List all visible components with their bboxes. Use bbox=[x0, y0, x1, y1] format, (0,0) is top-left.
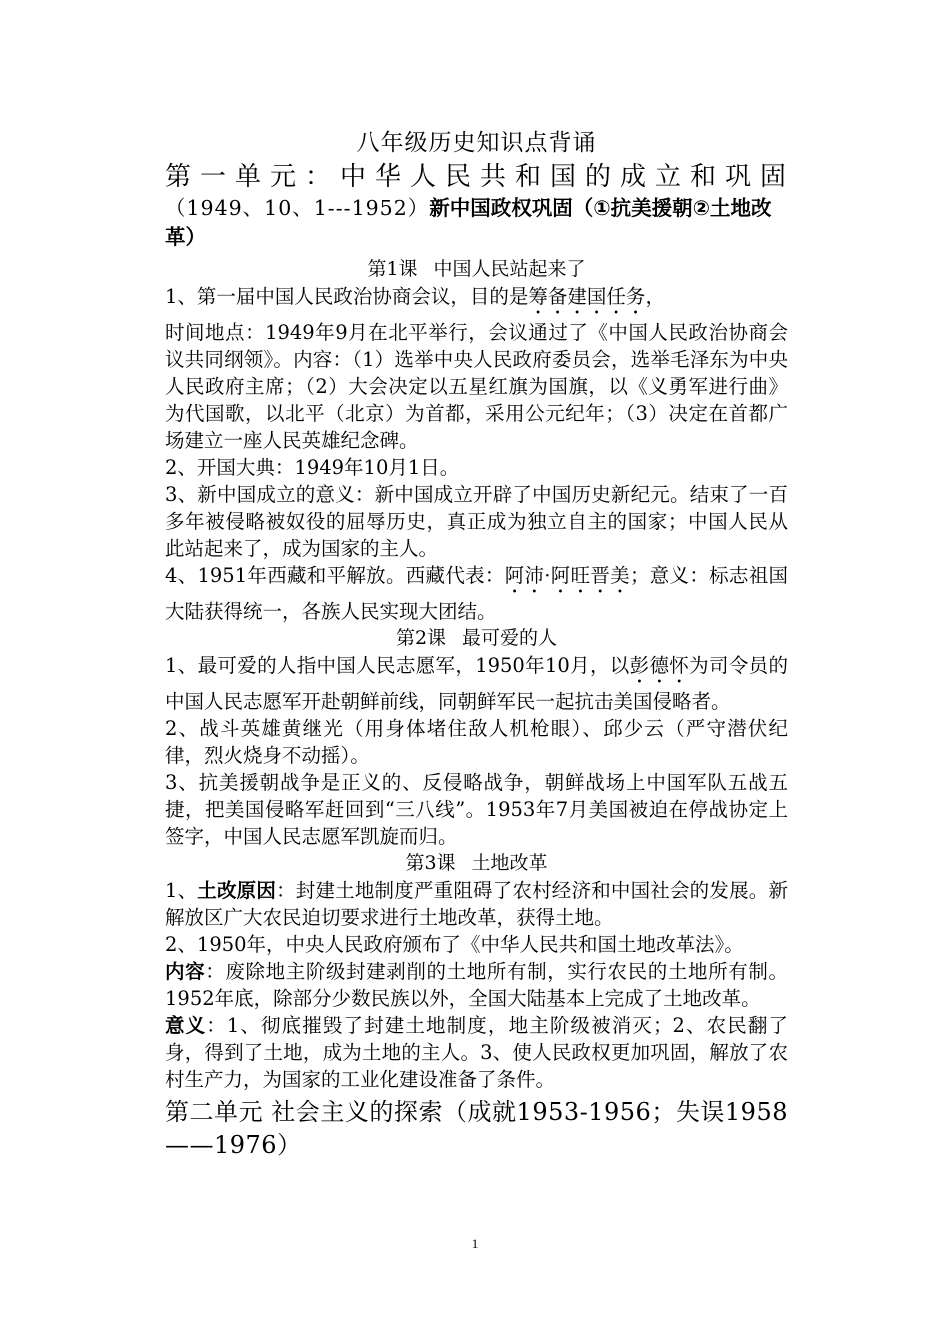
document-title: 八年级历史知识点背诵 bbox=[356, 130, 597, 156]
lesson2-point1 bbox=[165, 652, 788, 715]
lesson3-significance-text: ：1、彻底摧毁了封建土地制度，地主阶级被消灭；2、农民翻了身，得到了土地，成为土地的主人。3、使人民政权更加巩固，解放了农村生产力，为国家的工业化建设准备了条件。 bbox=[165, 1014, 788, 1091]
lesson1-point1 bbox=[165, 283, 788, 319]
lesson2-point1-end: 为司令员的中国人民志愿军开赴朝鲜前线，同朝鲜军民一起抗击美国侵略者。 bbox=[165, 654, 788, 713]
lesson3-label: 第3课 bbox=[405, 852, 456, 874]
document-body bbox=[165, 128, 788, 1162]
unit1-title: 第一单元：中华人民共和国的成立和巩固 bbox=[165, 162, 788, 192]
lesson3-point1-text: ：封建土地制度严重阻碍了农村经济和中国社会的发展。新解放区广大农民迫切要求进行土地改革，获得土地。 bbox=[165, 879, 788, 929]
unit2-title: 第二单元 社会主义的探索（成就1953-1956；失误1958——1976） bbox=[165, 1098, 788, 1159]
lesson2-point3: 3、抗美援朝战争是正义的、反侵略战争，朝鲜战场上中国军队五战五捷，把美国侵略军赶回到“三八线”。1953年7月美国被迫在停战协定上签字，中国人民志愿军凯旋而归。 bbox=[165, 771, 788, 848]
page-number: 1 bbox=[471, 1236, 479, 1251]
lesson1-label: 第1课 bbox=[367, 258, 418, 280]
lesson3-content-text: ：废除地主阶级封建剥削的土地所有制，实行农民的土地所有制。1952年底，除部分少数民族以外，全国大陆基本上完成了土地改革。 bbox=[165, 960, 788, 1010]
lesson3-point2: 2、1950年，中央人民政府颁布了《中华人民共和国土地改革法》。 bbox=[165, 933, 744, 956]
unit1-theme-cont: 革） bbox=[165, 225, 206, 249]
lesson2-point2: 2、战斗英雄黄继光（用身体堵住敌人机枪眼）、邱少云（严守潜伏纪律，烈火烧身不动摇）。 bbox=[165, 717, 788, 767]
lesson3-heading bbox=[165, 850, 788, 877]
lesson1-point2: 2、开国大典：1949年10月1日。 bbox=[165, 456, 460, 479]
lesson1-point1-emphasis: 筹备建国任务 bbox=[528, 285, 646, 308]
lesson3-point1-prefix: 1、 bbox=[165, 879, 198, 902]
lesson3-content-heading: 内容 bbox=[165, 960, 206, 983]
lesson1-point4 bbox=[165, 562, 788, 625]
lesson3-significance bbox=[165, 1012, 788, 1093]
lesson1-title: 中国人民站起来了 bbox=[433, 258, 586, 280]
lesson1-point4-emphasis: 阿沛·阿旺晋美 bbox=[504, 564, 630, 587]
lesson2-title: 最可爱的人 bbox=[462, 627, 558, 649]
lesson1-point1-detail: 时间地点：1949年9月在北平举行，会议通过了《中国人民政治协商会议共同纲领》。内容：（1）选举中央人民政府委员会，选举毛泽东为中央人民政府主席；（2）大会决定以五星红旗为国旗，以《义勇军进行曲》为代国歌，以北平（北京）为首都，采用公元纪年；（3）决定在首都广场建立一座人民英雄纪念碑。 bbox=[165, 321, 788, 452]
lesson3-title: 土地改革 bbox=[471, 852, 548, 874]
lesson2-heading bbox=[165, 625, 788, 652]
unit1-date-range: （1949、10、1---1952） bbox=[165, 196, 430, 220]
lesson1-point1-end: ， bbox=[645, 285, 665, 308]
lesson1-point3: 3、新中国成立的意义：新中国成立开辟了中国历史新纪元。结束了一百多年被侵略被奴役的屈辱历史，真正成为独立自主的国家；中国人民从此站起来了，成为国家的主人。 bbox=[165, 483, 788, 560]
lesson1-point1-text: 1、第一届中国人民政治协商会议，目的是 bbox=[165, 285, 529, 308]
lesson2-point1-emphasis: 彭德怀 bbox=[629, 654, 690, 677]
lesson3-point1-heading: 土改原因 bbox=[197, 879, 277, 902]
unit1-subtitle bbox=[165, 194, 788, 252]
lesson3-content bbox=[165, 958, 788, 1012]
lesson2-label: 第2课 bbox=[395, 627, 447, 649]
lesson3-significance-heading: 意义 bbox=[165, 1014, 207, 1037]
lesson1-point4-text: 4、1951年西藏和平解放。西藏代表： bbox=[165, 564, 505, 587]
lesson1-heading bbox=[165, 256, 788, 283]
lesson1-point4-end: ；意义：标志祖国大陆获得统一，各族人民实现大团结。 bbox=[165, 564, 788, 623]
lesson3-point1 bbox=[165, 877, 788, 931]
lesson2-point1-text: 1、最可爱的人指中国人民志愿军，1950年10月，以 bbox=[165, 654, 630, 677]
unit1-theme: 新中国政权巩固（①抗美援朝②土地改 bbox=[429, 196, 772, 220]
